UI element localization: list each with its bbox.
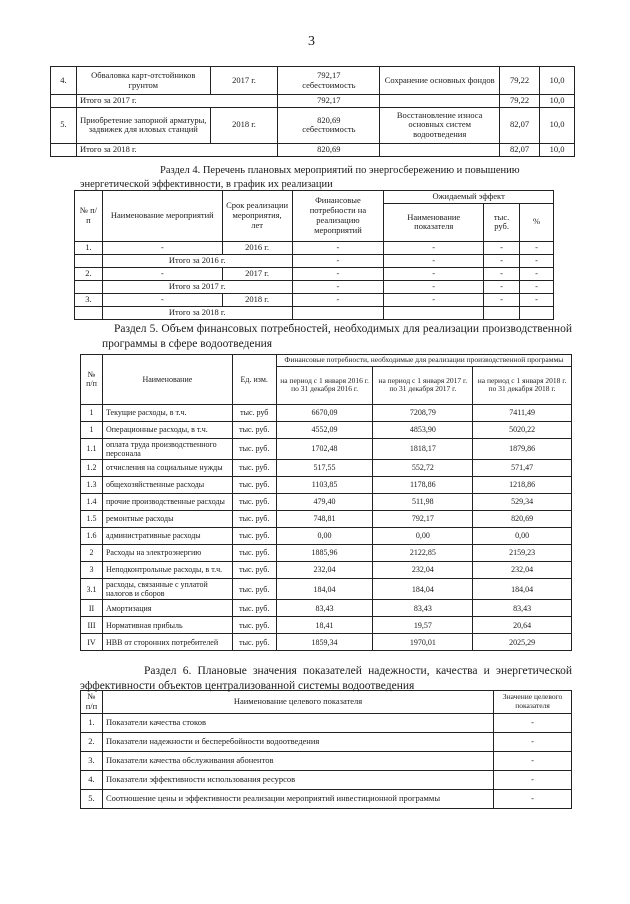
value-2018: 5020,22 xyxy=(473,421,572,438)
col-header-unit: Ед. изм. xyxy=(232,355,276,405)
row-unit: тыс. руб. xyxy=(232,460,276,477)
value-2017: 232,04 xyxy=(373,562,473,579)
value-2016: 1859,34 xyxy=(276,634,373,651)
row-num: 1.3 xyxy=(81,477,103,494)
value-2016: 6670,09 xyxy=(276,404,373,421)
row-name: общехозяйственные расходы xyxy=(102,477,232,494)
measure-name: Обваловка карт-отстойников грунтом xyxy=(76,67,210,95)
row-num: III xyxy=(81,617,103,634)
value-2018: 232,04 xyxy=(473,562,572,579)
total-cost: 820,69 xyxy=(278,143,380,156)
measure-cost: 820,69 себестоимость xyxy=(278,107,380,143)
total-cost: 792,17 xyxy=(278,95,380,108)
table-row-total xyxy=(51,143,575,156)
effect-pct: 10,0 xyxy=(540,67,575,95)
effect-rub: 79,22 xyxy=(500,95,540,108)
row-unit: тыс. руб. xyxy=(232,511,276,528)
row-name: расходы, связанные с уплатой налогов и сборов xyxy=(102,579,232,600)
col-header-period-2018: на период с 1 января 2018 г. по 31 декабря 2018 г. xyxy=(473,366,572,404)
value-2017: 7208,79 xyxy=(373,404,473,421)
value-2018: 1218,86 xyxy=(473,477,572,494)
row-num: 2. xyxy=(81,732,103,751)
effect-pct: 10,0 xyxy=(540,107,575,143)
row-num: 4. xyxy=(81,770,103,789)
measure-effect: Восстановление износа основных систем водоотведения xyxy=(380,107,500,143)
row-num: 1 xyxy=(81,404,103,421)
measure-year: 2017 г. xyxy=(210,67,278,95)
total-label: Итого за 2018 г. xyxy=(76,143,278,156)
value-2018: 0,00 xyxy=(473,528,572,545)
table-row-total: Итого за 2016 г. - - - - xyxy=(75,254,554,267)
value-2016: 184,04 xyxy=(276,579,373,600)
investment-measures-table xyxy=(50,66,575,157)
table-row xyxy=(81,789,572,808)
row-name: прочие производственные расходы xyxy=(102,494,232,511)
value-2017: 1818,17 xyxy=(373,438,473,459)
table-row xyxy=(81,404,572,421)
row-num: IV xyxy=(81,634,103,651)
row-unit: тыс. руб. xyxy=(232,477,276,494)
total-label: Итого за 2017 г. xyxy=(76,95,278,108)
value-2017: 2122,85 xyxy=(373,545,473,562)
value-2016: 1885,96 xyxy=(276,545,373,562)
effect-pct: 10,0 xyxy=(540,95,575,108)
table-row xyxy=(81,421,572,438)
effect-pct: 10,0 xyxy=(540,143,575,156)
value-2016: 18,41 xyxy=(276,617,373,634)
row-num: 5. xyxy=(81,789,103,808)
energy-saving-table xyxy=(74,190,554,320)
table-row xyxy=(51,107,575,143)
effect-rub: 79,22 xyxy=(500,67,540,95)
row-name: ремонтные расходы xyxy=(102,511,232,528)
value-2017: 511,98 xyxy=(373,494,473,511)
table-row xyxy=(81,634,572,651)
value-2016: 1702,48 xyxy=(276,438,373,459)
col-header-effect: Ожидаемый эффект xyxy=(384,191,554,204)
page-number: 3 xyxy=(308,34,315,49)
table-row: 1. - 2016 г. - - - - xyxy=(75,241,554,254)
col-header-num: № п/п xyxy=(75,191,103,242)
value-2016: 517,55 xyxy=(276,460,373,477)
col-header-period-2017: на период с 1 января 2017 г. по 31 декабря 2017 г. xyxy=(373,366,473,404)
value-2016: 0,00 xyxy=(276,528,373,545)
measure-cost: 792,17 себестоимость xyxy=(278,67,380,95)
indicator-value: - xyxy=(494,732,572,751)
row-name: Текущие расходы, в т.ч. xyxy=(102,404,232,421)
table-row xyxy=(81,477,572,494)
col-header-name: Наименование xyxy=(102,355,232,405)
table-row xyxy=(81,562,572,579)
value-2017: 0,00 xyxy=(373,528,473,545)
row-num: 1.2 xyxy=(81,460,103,477)
row-name: Неподконтрольные расходы, в т.ч. xyxy=(102,562,232,579)
value-2018: 7411,49 xyxy=(473,404,572,421)
row-unit: тыс. руб. xyxy=(232,494,276,511)
value-2018: 529,34 xyxy=(473,494,572,511)
row-unit: тыс. руб. xyxy=(232,617,276,634)
table-row xyxy=(81,528,572,545)
row-num: 1.1 xyxy=(81,438,103,459)
section-4-title: Раздел 4. Перечень плановых мероприятий по энергосбережению и повышению энергетической эффективности, в график их реализации xyxy=(80,165,520,190)
value-2018: 820,69 xyxy=(473,511,572,528)
row-num: 3. xyxy=(81,751,103,770)
measure-effect: Сохранение основных фондов xyxy=(380,67,500,95)
row-num: 1 xyxy=(81,421,103,438)
col-header-finance: Финансовые потребности, необходимые для реализации производственной программы xyxy=(276,355,571,367)
row-name: Операционные расходы, в т.ч. xyxy=(102,421,232,438)
col-header-term: Срок реализации мероприятия, лет xyxy=(222,191,292,242)
table-row xyxy=(81,511,572,528)
section-6-title: Раздел 6. Плановые значения показателей надежности, качества и энергетической эффективности объектов централизованной системы водоотведения xyxy=(80,665,572,692)
row-num: 3.1 xyxy=(81,579,103,600)
indicator-name: Показатели эффективности использования ресурсов xyxy=(102,770,493,789)
table-row: 3. - 2018 г. - - - - xyxy=(75,293,554,306)
target-indicators-table xyxy=(80,690,572,809)
table-row xyxy=(81,545,572,562)
table-row xyxy=(81,600,572,617)
value-2018: 83,43 xyxy=(473,600,572,617)
financial-needs-table xyxy=(80,354,572,651)
table-row xyxy=(81,460,572,477)
row-num: 3 xyxy=(81,562,103,579)
table-row-total xyxy=(75,306,554,319)
value-2017: 4853,90 xyxy=(373,421,473,438)
table-row xyxy=(81,617,572,634)
value-2018: 20,64 xyxy=(473,617,572,634)
value-2016: 479,40 xyxy=(276,494,373,511)
table-row xyxy=(81,751,572,770)
row-num: 1.6 xyxy=(81,528,103,545)
value-2018: 184,04 xyxy=(473,579,572,600)
row-name: Амортизация xyxy=(102,600,232,617)
row-name: Нормативная прибыль xyxy=(102,617,232,634)
table-row xyxy=(81,770,572,789)
total-label: Итого за 2016 г. xyxy=(102,254,292,267)
value-2016: 748,81 xyxy=(276,511,373,528)
col-header-finance: Финансовые потребности на реализацию мероприятий xyxy=(292,191,384,242)
row-name: Расходы на электроэнергию xyxy=(102,545,232,562)
row-num: 2 xyxy=(81,545,103,562)
row-num: 4. xyxy=(51,67,77,95)
effect-rub: 82,07 xyxy=(500,107,540,143)
table-row xyxy=(81,494,572,511)
table-row-total: Итого за 2017 г. - - - - xyxy=(75,280,554,293)
value-2016: 1103,85 xyxy=(276,477,373,494)
indicator-value: - xyxy=(494,713,572,732)
measure-name: Приобретение запорной арматуры, задвижек для иловых станций xyxy=(76,107,210,143)
total-label: Итого за 2018 г. xyxy=(102,306,292,319)
value-2018: 2159,23 xyxy=(473,545,572,562)
row-unit: тыс. руб. xyxy=(232,579,276,600)
row-unit: тыс. руб xyxy=(232,404,276,421)
row-unit: тыс. руб. xyxy=(232,600,276,617)
table-row xyxy=(81,438,572,459)
col-header-num: № п/п xyxy=(81,355,103,405)
row-unit: тыс. руб. xyxy=(232,438,276,459)
value-2017: 1970,01 xyxy=(373,634,473,651)
col-header-value: Значение целевого показателя xyxy=(494,691,572,714)
value-2016: 83,43 xyxy=(276,600,373,617)
col-header-num: № п/п xyxy=(81,691,103,714)
value-2017: 1178,86 xyxy=(373,477,473,494)
row-name: административные расходы xyxy=(102,528,232,545)
indicator-name: Показатели качества стоков xyxy=(102,713,493,732)
col-header-effect-pct: % xyxy=(520,203,554,241)
value-2017: 83,43 xyxy=(373,600,473,617)
total-label: Итого за 2017 г. xyxy=(102,280,292,293)
col-header-effect-rub: тыс. руб. xyxy=(484,203,520,241)
row-unit: тыс. руб. xyxy=(232,421,276,438)
value-2017: 184,04 xyxy=(373,579,473,600)
value-2016: 4552,09 xyxy=(276,421,373,438)
col-header-period-2016: на период с 1 января 2016 г. по 31 декабря 2016 г. xyxy=(276,366,373,404)
row-name: отчисления на социальные нужды xyxy=(102,460,232,477)
table-row xyxy=(81,579,572,600)
row-unit: тыс. руб. xyxy=(232,562,276,579)
section-5-title: Раздел 5. Объем финансовых потребностей, необходимых для реализации производственной программы в сфере водоотведения xyxy=(102,323,572,350)
col-header-effect-name: Наименование показателя xyxy=(384,203,484,241)
indicator-name: Соотношение цены и эффективности реализации мероприятий инвестиционной программы xyxy=(102,789,493,808)
effect-rub: 82,07 xyxy=(500,143,540,156)
row-num: II xyxy=(81,600,103,617)
value-2017: 552,72 xyxy=(373,460,473,477)
value-2018: 571,47 xyxy=(473,460,572,477)
table-row: 2. - 2017 г. - - - - xyxy=(75,267,554,280)
measure-year: 2018 г. xyxy=(210,107,278,143)
col-header-name: Наименование мероприятий xyxy=(102,191,222,242)
table-row xyxy=(81,732,572,751)
indicator-name: Показатели качества обслуживания абонентов xyxy=(102,751,493,770)
row-unit: тыс. руб. xyxy=(232,545,276,562)
row-num: 5. xyxy=(51,107,77,143)
row-num: 1. xyxy=(81,713,103,732)
row-num: 1.5 xyxy=(81,511,103,528)
value-2018: 2025,29 xyxy=(473,634,572,651)
value-2018: 1879,86 xyxy=(473,438,572,459)
row-num: 1.4 xyxy=(81,494,103,511)
value-2016: 232,04 xyxy=(276,562,373,579)
indicator-name: Показатели надежности и бесперебойности водоотведения xyxy=(102,732,493,751)
col-header-name: Наименование целевого показателя xyxy=(102,691,493,714)
table-row xyxy=(81,713,572,732)
indicator-value: - xyxy=(494,789,572,808)
value-2017: 19,57 xyxy=(373,617,473,634)
table-row xyxy=(51,67,575,95)
row-unit: тыс. руб. xyxy=(232,634,276,651)
row-name: оплата труда производственного персонала xyxy=(102,438,232,459)
indicator-value: - xyxy=(494,751,572,770)
row-name: НВВ от сторонних потребителей xyxy=(102,634,232,651)
value-2017: 792,17 xyxy=(373,511,473,528)
indicator-value: - xyxy=(494,770,572,789)
table-row-total xyxy=(51,95,575,108)
row-unit: тыс. руб. xyxy=(232,528,276,545)
